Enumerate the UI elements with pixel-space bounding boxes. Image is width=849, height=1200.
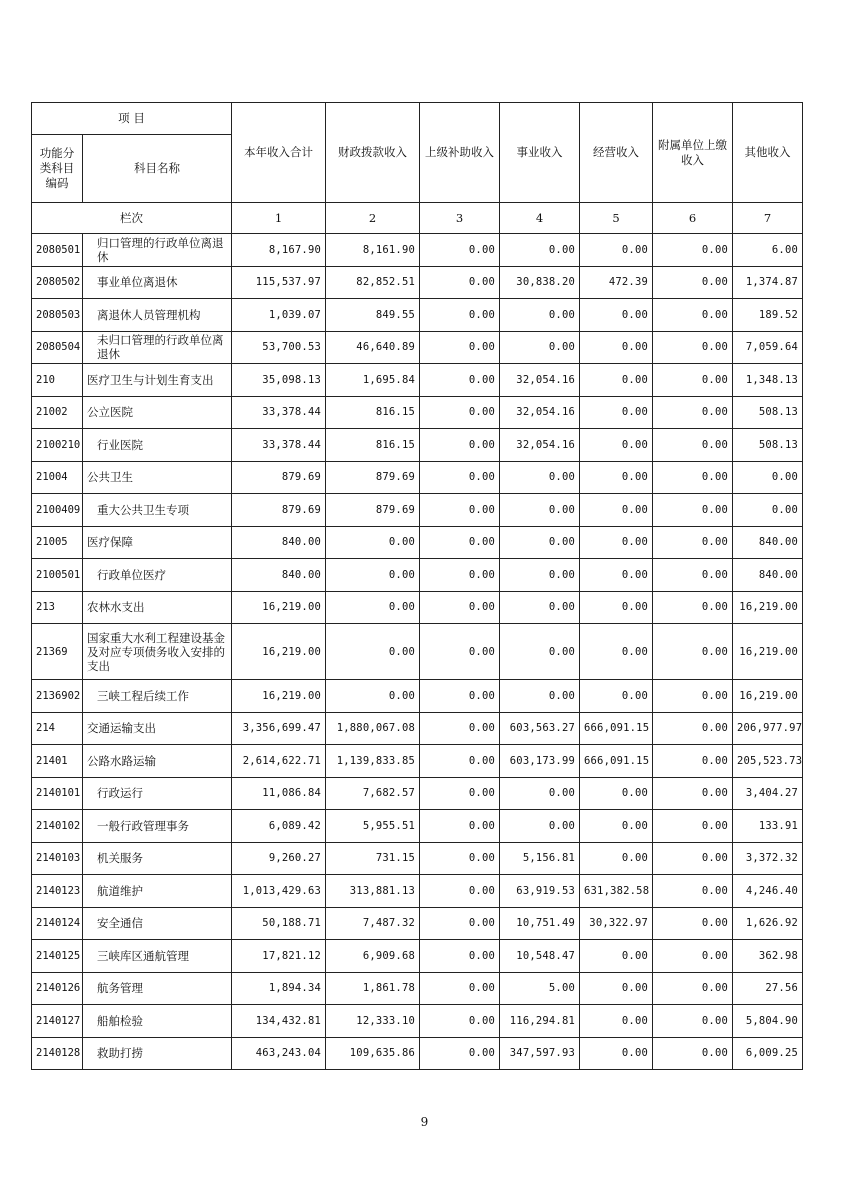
col-header-other: 其他收入 bbox=[733, 103, 803, 203]
row-value-col-1: 53,700.53 bbox=[232, 331, 326, 364]
row-value-col-5: 0.00 bbox=[580, 559, 653, 592]
row-value-col-6: 0.00 bbox=[653, 526, 733, 559]
row-value-col-2: 1,880,067.08 bbox=[326, 712, 420, 745]
row-value-col-7: 0.00 bbox=[733, 461, 803, 494]
row-value-col-1: 16,219.00 bbox=[232, 680, 326, 713]
row-name: 救助打捞 bbox=[83, 1037, 232, 1070]
row-value-col-1: 17,821.12 bbox=[232, 940, 326, 973]
row-value-col-3: 0.00 bbox=[420, 624, 500, 680]
row-value-col-4: 30,838.20 bbox=[500, 266, 580, 299]
table-row bbox=[32, 461, 803, 494]
row-code: 2136902 bbox=[32, 680, 83, 713]
row-value-col-7: 206,977.97 bbox=[733, 712, 803, 745]
row-code: 2080504 bbox=[32, 331, 83, 364]
row-value-col-5: 0.00 bbox=[580, 940, 653, 973]
row-value-col-1: 879.69 bbox=[232, 461, 326, 494]
row-value-col-7: 6,009.25 bbox=[733, 1037, 803, 1070]
row-value-col-6: 0.00 bbox=[653, 624, 733, 680]
row-code: 21005 bbox=[32, 526, 83, 559]
row-value-col-3: 0.00 bbox=[420, 266, 500, 299]
row-code: 2140126 bbox=[32, 972, 83, 1005]
row-value-col-6: 0.00 bbox=[653, 842, 733, 875]
row-value-col-5: 0.00 bbox=[580, 494, 653, 527]
row-value-col-6: 0.00 bbox=[653, 461, 733, 494]
row-value-col-6: 0.00 bbox=[653, 331, 733, 364]
row-value-col-1: 16,219.00 bbox=[232, 624, 326, 680]
row-value-col-1: 33,378.44 bbox=[232, 396, 326, 429]
row-name: 国家重大水利工程建设基金及对应专项债务收入安排的支出 bbox=[83, 624, 232, 680]
row-code: 214 bbox=[32, 712, 83, 745]
row-value-col-2: 0.00 bbox=[326, 624, 420, 680]
row-value-col-6: 0.00 bbox=[653, 494, 733, 527]
row-code: 2100210 bbox=[32, 429, 83, 462]
table-row bbox=[32, 972, 803, 1005]
row-name: 行政单位医疗 bbox=[83, 559, 232, 592]
table-row bbox=[32, 266, 803, 299]
row-value-col-3: 0.00 bbox=[420, 526, 500, 559]
row-value-col-7: 16,219.00 bbox=[733, 591, 803, 624]
colnum-3: 3 bbox=[420, 203, 500, 234]
row-value-col-3: 0.00 bbox=[420, 331, 500, 364]
row-name: 航务管理 bbox=[83, 972, 232, 1005]
col-header-business: 事业收入 bbox=[500, 103, 580, 203]
row-value-col-5: 30,322.97 bbox=[580, 907, 653, 940]
table-row bbox=[32, 526, 803, 559]
row-value-col-2: 879.69 bbox=[326, 494, 420, 527]
row-value-col-2: 1,139,833.85 bbox=[326, 745, 420, 778]
row-value-col-3: 0.00 bbox=[420, 559, 500, 592]
table-row bbox=[32, 299, 803, 332]
row-value-col-5: 0.00 bbox=[580, 234, 653, 267]
row-value-col-7: 4,246.40 bbox=[733, 875, 803, 908]
row-value-col-5: 0.00 bbox=[580, 624, 653, 680]
header-row-project bbox=[32, 103, 803, 135]
row-value-col-7: 27.56 bbox=[733, 972, 803, 1005]
row-value-col-7: 3,372.32 bbox=[733, 842, 803, 875]
row-value-col-4: 0.00 bbox=[500, 234, 580, 267]
row-value-col-3: 0.00 bbox=[420, 299, 500, 332]
row-code: 2140124 bbox=[32, 907, 83, 940]
row-value-col-5: 0.00 bbox=[580, 810, 653, 843]
row-value-col-2: 0.00 bbox=[326, 559, 420, 592]
row-name: 公共卫生 bbox=[83, 461, 232, 494]
row-value-col-3: 0.00 bbox=[420, 234, 500, 267]
row-code: 2140125 bbox=[32, 940, 83, 973]
row-code: 21401 bbox=[32, 745, 83, 778]
row-value-col-1: 35,098.13 bbox=[232, 364, 326, 397]
row-value-col-4: 0.00 bbox=[500, 299, 580, 332]
row-name: 行政运行 bbox=[83, 777, 232, 810]
row-code: 21002 bbox=[32, 396, 83, 429]
row-value-col-4: 5.00 bbox=[500, 972, 580, 1005]
row-value-col-6: 0.00 bbox=[653, 972, 733, 1005]
row-value-col-3: 0.00 bbox=[420, 680, 500, 713]
colnum-1: 1 bbox=[232, 203, 326, 234]
row-value-col-2: 849.55 bbox=[326, 299, 420, 332]
row-value-col-6: 0.00 bbox=[653, 591, 733, 624]
row-name: 三峡库区通航管理 bbox=[83, 940, 232, 973]
row-value-col-6: 0.00 bbox=[653, 396, 733, 429]
row-value-col-4: 603,173.99 bbox=[500, 745, 580, 778]
row-value-col-7: 508.13 bbox=[733, 396, 803, 429]
row-name: 行业医院 bbox=[83, 429, 232, 462]
row-name: 公立医院 bbox=[83, 396, 232, 429]
row-code: 2100409 bbox=[32, 494, 83, 527]
row-value-col-7: 6.00 bbox=[733, 234, 803, 267]
row-value-col-6: 0.00 bbox=[653, 266, 733, 299]
row-code: 213 bbox=[32, 591, 83, 624]
row-value-col-4: 116,294.81 bbox=[500, 1005, 580, 1038]
row-code: 2080502 bbox=[32, 266, 83, 299]
table-row bbox=[32, 429, 803, 462]
row-name: 船舶检验 bbox=[83, 1005, 232, 1038]
row-code: 21369 bbox=[32, 624, 83, 680]
row-value-col-7: 508.13 bbox=[733, 429, 803, 462]
row-code: 2140102 bbox=[32, 810, 83, 843]
row-value-col-2: 1,861.78 bbox=[326, 972, 420, 1005]
row-value-col-4: 0.00 bbox=[500, 331, 580, 364]
row-value-col-4: 0.00 bbox=[500, 591, 580, 624]
row-value-col-6: 0.00 bbox=[653, 1037, 733, 1070]
col-header-affiliated: 附属单位上缴收入 bbox=[653, 103, 733, 203]
row-value-col-6: 0.00 bbox=[653, 777, 733, 810]
row-value-col-1: 11,086.84 bbox=[232, 777, 326, 810]
budget-income-table-container bbox=[31, 102, 802, 1070]
colnum-6: 6 bbox=[653, 203, 733, 234]
row-value-col-3: 0.00 bbox=[420, 940, 500, 973]
lanci-label: 栏次 bbox=[32, 203, 232, 234]
row-value-col-1: 9,260.27 bbox=[232, 842, 326, 875]
row-value-col-2: 109,635.86 bbox=[326, 1037, 420, 1070]
row-value-col-4: 63,919.53 bbox=[500, 875, 580, 908]
row-value-col-3: 0.00 bbox=[420, 907, 500, 940]
row-value-col-5: 472.39 bbox=[580, 266, 653, 299]
row-value-col-1: 115,537.97 bbox=[232, 266, 326, 299]
row-value-col-6: 0.00 bbox=[653, 429, 733, 462]
colnum-4: 4 bbox=[500, 203, 580, 234]
row-value-col-2: 5,955.51 bbox=[326, 810, 420, 843]
table-row bbox=[32, 1037, 803, 1070]
row-value-col-3: 0.00 bbox=[420, 712, 500, 745]
row-code: 210 bbox=[32, 364, 83, 397]
row-name: 三峡工程后续工作 bbox=[83, 680, 232, 713]
row-name: 一般行政管理事务 bbox=[83, 810, 232, 843]
row-name: 归口管理的行政单位离退休 bbox=[83, 234, 232, 267]
row-name: 安全通信 bbox=[83, 907, 232, 940]
row-value-col-3: 0.00 bbox=[420, 461, 500, 494]
page-number: 9 bbox=[420, 1115, 429, 1129]
budget-income-table bbox=[31, 102, 803, 1070]
row-value-col-4: 0.00 bbox=[500, 526, 580, 559]
table-row bbox=[32, 940, 803, 973]
row-value-col-2: 8,161.90 bbox=[326, 234, 420, 267]
row-value-col-7: 16,219.00 bbox=[733, 624, 803, 680]
row-value-col-2: 7,682.57 bbox=[326, 777, 420, 810]
row-value-col-2: 46,640.89 bbox=[326, 331, 420, 364]
row-value-col-3: 0.00 bbox=[420, 1005, 500, 1038]
row-value-col-2: 1,695.84 bbox=[326, 364, 420, 397]
table-row bbox=[32, 777, 803, 810]
row-value-col-5: 0.00 bbox=[580, 1037, 653, 1070]
row-value-col-3: 0.00 bbox=[420, 1037, 500, 1070]
row-value-col-4: 5,156.81 bbox=[500, 842, 580, 875]
row-value-col-4: 0.00 bbox=[500, 559, 580, 592]
row-value-col-3: 0.00 bbox=[420, 972, 500, 1005]
row-value-col-2: 816.15 bbox=[326, 429, 420, 462]
table-row bbox=[32, 842, 803, 875]
row-value-col-6: 0.00 bbox=[653, 299, 733, 332]
row-value-col-7: 840.00 bbox=[733, 559, 803, 592]
row-value-col-5: 0.00 bbox=[580, 591, 653, 624]
table-row bbox=[32, 745, 803, 778]
row-value-col-7: 5,804.90 bbox=[733, 1005, 803, 1038]
lanci-row bbox=[32, 203, 803, 234]
row-value-col-1: 50,188.71 bbox=[232, 907, 326, 940]
row-value-col-5: 0.00 bbox=[580, 461, 653, 494]
row-value-col-6: 0.00 bbox=[653, 712, 733, 745]
row-value-col-3: 0.00 bbox=[420, 842, 500, 875]
table-row bbox=[32, 907, 803, 940]
row-value-col-5: 0.00 bbox=[580, 972, 653, 1005]
row-value-col-4: 0.00 bbox=[500, 777, 580, 810]
table-row bbox=[32, 494, 803, 527]
table-row bbox=[32, 680, 803, 713]
row-value-col-5: 0.00 bbox=[580, 526, 653, 559]
row-name: 农林水支出 bbox=[83, 591, 232, 624]
row-code: 2140123 bbox=[32, 875, 83, 908]
row-value-col-3: 0.00 bbox=[420, 777, 500, 810]
row-value-col-7: 1,348.13 bbox=[733, 364, 803, 397]
colnum-2: 2 bbox=[326, 203, 420, 234]
row-value-col-5: 0.00 bbox=[580, 1005, 653, 1038]
table-row bbox=[32, 396, 803, 429]
col-header-operating: 经营收入 bbox=[580, 103, 653, 203]
row-value-col-6: 0.00 bbox=[653, 234, 733, 267]
row-value-col-1: 840.00 bbox=[232, 559, 326, 592]
row-value-col-5: 631,382.58 bbox=[580, 875, 653, 908]
row-value-col-1: 8,167.90 bbox=[232, 234, 326, 267]
row-value-col-2: 82,852.51 bbox=[326, 266, 420, 299]
row-value-col-2: 0.00 bbox=[326, 591, 420, 624]
row-value-col-2: 731.15 bbox=[326, 842, 420, 875]
row-value-col-7: 3,404.27 bbox=[733, 777, 803, 810]
row-value-col-6: 0.00 bbox=[653, 875, 733, 908]
table-body bbox=[32, 234, 803, 1070]
row-value-col-5: 0.00 bbox=[580, 777, 653, 810]
row-value-col-1: 840.00 bbox=[232, 526, 326, 559]
row-value-col-3: 0.00 bbox=[420, 494, 500, 527]
row-value-col-4: 0.00 bbox=[500, 680, 580, 713]
row-value-col-7: 840.00 bbox=[733, 526, 803, 559]
row-value-col-1: 6,089.42 bbox=[232, 810, 326, 843]
row-value-col-1: 2,614,622.71 bbox=[232, 745, 326, 778]
row-value-col-1: 879.69 bbox=[232, 494, 326, 527]
row-name: 事业单位离退休 bbox=[83, 266, 232, 299]
row-value-col-7: 0.00 bbox=[733, 494, 803, 527]
colnum-7: 7 bbox=[733, 203, 803, 234]
row-value-col-1: 1,013,429.63 bbox=[232, 875, 326, 908]
row-code: 21004 bbox=[32, 461, 83, 494]
row-value-col-6: 0.00 bbox=[653, 810, 733, 843]
row-value-col-4: 0.00 bbox=[500, 461, 580, 494]
row-name: 交通运输支出 bbox=[83, 712, 232, 745]
row-code: 2080503 bbox=[32, 299, 83, 332]
row-name: 医疗保障 bbox=[83, 526, 232, 559]
table-row bbox=[32, 591, 803, 624]
row-name: 航道维护 bbox=[83, 875, 232, 908]
row-value-col-2: 12,333.10 bbox=[326, 1005, 420, 1038]
row-value-col-5: 0.00 bbox=[580, 429, 653, 462]
row-code: 2140127 bbox=[32, 1005, 83, 1038]
row-value-col-4: 32,054.16 bbox=[500, 429, 580, 462]
row-value-col-2: 313,881.13 bbox=[326, 875, 420, 908]
table-row bbox=[32, 331, 803, 364]
row-value-col-4: 0.00 bbox=[500, 624, 580, 680]
row-value-col-6: 0.00 bbox=[653, 364, 733, 397]
row-value-col-4: 0.00 bbox=[500, 494, 580, 527]
row-value-col-7: 7,059.64 bbox=[733, 331, 803, 364]
row-value-col-3: 0.00 bbox=[420, 810, 500, 843]
row-value-col-3: 0.00 bbox=[420, 591, 500, 624]
row-name: 离退休人员管理机构 bbox=[83, 299, 232, 332]
row-value-col-6: 0.00 bbox=[653, 559, 733, 592]
row-code: 2080501 bbox=[32, 234, 83, 267]
row-name: 机关服务 bbox=[83, 842, 232, 875]
row-value-col-4: 10,548.47 bbox=[500, 940, 580, 973]
row-value-col-6: 0.00 bbox=[653, 1005, 733, 1038]
table-row bbox=[32, 1005, 803, 1038]
row-value-col-1: 1,894.34 bbox=[232, 972, 326, 1005]
row-value-col-1: 3,356,699.47 bbox=[232, 712, 326, 745]
row-value-col-5: 0.00 bbox=[580, 364, 653, 397]
row-value-col-6: 0.00 bbox=[653, 745, 733, 778]
row-value-col-7: 133.91 bbox=[733, 810, 803, 843]
row-code: 2140128 bbox=[32, 1037, 83, 1070]
col-header-total: 本年收入合计 bbox=[232, 103, 326, 203]
row-value-col-2: 0.00 bbox=[326, 680, 420, 713]
row-value-col-4: 0.00 bbox=[500, 810, 580, 843]
row-value-col-2: 6,909.68 bbox=[326, 940, 420, 973]
row-value-col-1: 1,039.07 bbox=[232, 299, 326, 332]
row-value-col-1: 16,219.00 bbox=[232, 591, 326, 624]
code-header: 功能分类科目编码 bbox=[32, 135, 83, 203]
row-code: 2100501 bbox=[32, 559, 83, 592]
row-value-col-7: 16,219.00 bbox=[733, 680, 803, 713]
row-value-col-7: 1,374.87 bbox=[733, 266, 803, 299]
row-value-col-4: 32,054.16 bbox=[500, 364, 580, 397]
row-value-col-4: 10,751.49 bbox=[500, 907, 580, 940]
row-value-col-2: 816.15 bbox=[326, 396, 420, 429]
table-row bbox=[32, 364, 803, 397]
row-value-col-5: 0.00 bbox=[580, 680, 653, 713]
row-value-col-2: 0.00 bbox=[326, 526, 420, 559]
table-row bbox=[32, 875, 803, 908]
row-name: 公路水路运输 bbox=[83, 745, 232, 778]
table-row bbox=[32, 559, 803, 592]
row-value-col-3: 0.00 bbox=[420, 875, 500, 908]
project-header: 项 目 bbox=[32, 103, 232, 135]
col-header-superior-subsidy: 上级补助收入 bbox=[420, 103, 500, 203]
row-name: 未归口管理的行政单位离退休 bbox=[83, 331, 232, 364]
row-value-col-7: 189.52 bbox=[733, 299, 803, 332]
row-value-col-6: 0.00 bbox=[653, 907, 733, 940]
row-code: 2140101 bbox=[32, 777, 83, 810]
row-value-col-1: 134,432.81 bbox=[232, 1005, 326, 1038]
row-value-col-5: 666,091.15 bbox=[580, 745, 653, 778]
colnum-5: 5 bbox=[580, 203, 653, 234]
table-row bbox=[32, 624, 803, 680]
row-value-col-3: 0.00 bbox=[420, 364, 500, 397]
name-header: 科目名称 bbox=[83, 135, 232, 203]
row-code: 2140103 bbox=[32, 842, 83, 875]
row-value-col-4: 32,054.16 bbox=[500, 396, 580, 429]
row-value-col-7: 1,626.92 bbox=[733, 907, 803, 940]
row-value-col-2: 7,487.32 bbox=[326, 907, 420, 940]
col-header-fiscal: 财政拨款收入 bbox=[326, 103, 420, 203]
row-value-col-3: 0.00 bbox=[420, 396, 500, 429]
row-name: 医疗卫生与计划生育支出 bbox=[83, 364, 232, 397]
row-value-col-1: 33,378.44 bbox=[232, 429, 326, 462]
row-value-col-6: 0.00 bbox=[653, 940, 733, 973]
row-value-col-3: 0.00 bbox=[420, 429, 500, 462]
row-value-col-2: 879.69 bbox=[326, 461, 420, 494]
row-value-col-5: 0.00 bbox=[580, 396, 653, 429]
table-row bbox=[32, 234, 803, 267]
row-value-col-5: 0.00 bbox=[580, 331, 653, 364]
row-value-col-7: 362.98 bbox=[733, 940, 803, 973]
table-row bbox=[32, 810, 803, 843]
table-row bbox=[32, 712, 803, 745]
row-value-col-4: 347,597.93 bbox=[500, 1037, 580, 1070]
row-value-col-7: 205,523.73 bbox=[733, 745, 803, 778]
row-value-col-4: 603,563.27 bbox=[500, 712, 580, 745]
row-name: 重大公共卫生专项 bbox=[83, 494, 232, 527]
row-value-col-6: 0.00 bbox=[653, 680, 733, 713]
row-value-col-1: 463,243.04 bbox=[232, 1037, 326, 1070]
row-value-col-5: 0.00 bbox=[580, 842, 653, 875]
row-value-col-5: 666,091.15 bbox=[580, 712, 653, 745]
row-value-col-5: 0.00 bbox=[580, 299, 653, 332]
row-value-col-3: 0.00 bbox=[420, 745, 500, 778]
